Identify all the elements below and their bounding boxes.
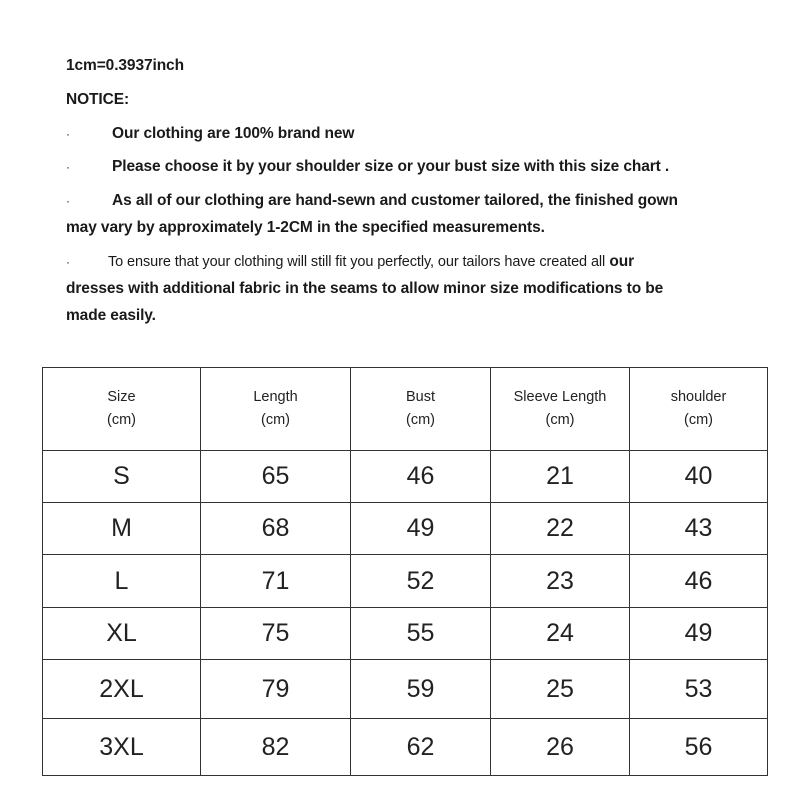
cell-sleeve: 23 [491, 555, 630, 608]
cell-length: 82 [201, 719, 351, 776]
cell-shoulder: 53 [630, 660, 768, 719]
cell-length: 65 [201, 451, 351, 503]
cell-bust: 59 [351, 660, 491, 719]
notice-text: Please choose it by your shoulder size or your bust size with this size chart . [112, 158, 670, 175]
notice-text-light: To ensure that your clothing will still fit you perfectly, our tailors have created all [108, 254, 606, 270]
header-sleeve-length: Sleeve Length (cm) [491, 368, 630, 451]
bullet-dot: · [66, 160, 70, 174]
header-size: Size (cm) [43, 368, 201, 451]
unit-conversion: 1cm=0.3937inch [66, 57, 184, 74]
cell-shoulder: 46 [630, 555, 768, 608]
header-length: Length (cm) [201, 368, 351, 451]
table-row [43, 660, 768, 719]
notice-text [108, 250, 634, 274]
bullet-dot: · [66, 127, 70, 141]
notice-text-continued: may vary by approximately 1-2CM in the specified measurements. [66, 219, 545, 236]
bullet-dot: · [66, 255, 70, 269]
table-row [43, 503, 768, 555]
notice-text-continued: made easily. [66, 307, 156, 324]
cell-size: 2XL [43, 660, 201, 719]
table-row [43, 608, 768, 660]
notice-text-continued: dresses with additional fabric in the seams to allow minor size modifications to be [66, 280, 664, 297]
cell-size: S [43, 451, 201, 503]
table-row [43, 555, 768, 608]
cell-sleeve: 25 [491, 660, 630, 719]
cell-shoulder: 40 [630, 451, 768, 503]
cell-shoulder: 56 [630, 719, 768, 776]
bullet-dot: · [66, 194, 70, 208]
cell-sleeve: 26 [491, 719, 630, 776]
cell-length: 75 [201, 608, 351, 660]
cell-sleeve: 24 [491, 608, 630, 660]
cell-size: M [43, 503, 201, 555]
table-header-row [43, 368, 768, 451]
cell-size: L [43, 555, 201, 608]
notice-title: NOTICE: [66, 91, 130, 108]
cell-bust: 62 [351, 719, 491, 776]
notice-text: Our clothing are 100% brand new [112, 125, 355, 142]
cell-bust: 49 [351, 503, 491, 555]
cell-sleeve: 21 [491, 451, 630, 503]
cell-length: 71 [201, 555, 351, 608]
size-chart-table [42, 367, 768, 776]
cell-sleeve: 22 [491, 503, 630, 555]
cell-length: 68 [201, 503, 351, 555]
cell-shoulder: 43 [630, 503, 768, 555]
cell-bust: 46 [351, 451, 491, 503]
notice-text: As all of our clothing are hand-sewn and customer tailored, the finished gown [112, 192, 678, 209]
cell-size: 3XL [43, 719, 201, 776]
table-row [43, 719, 768, 776]
cell-bust: 55 [351, 608, 491, 660]
cell-bust: 52 [351, 555, 491, 608]
cell-size: XL [43, 608, 201, 660]
cell-length: 79 [201, 660, 351, 719]
notice-text-bold: our [605, 253, 635, 270]
table-row [43, 451, 768, 503]
header-bust: Bust (cm) [351, 368, 491, 451]
cell-shoulder: 49 [630, 608, 768, 660]
header-shoulder: shoulder (cm) [630, 368, 768, 451]
